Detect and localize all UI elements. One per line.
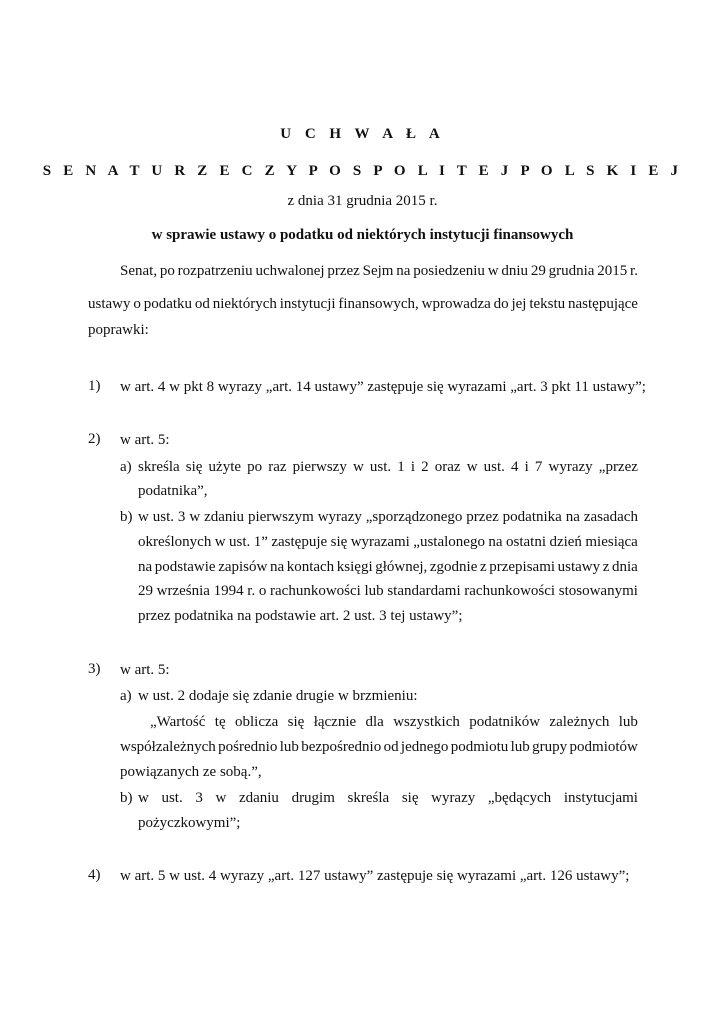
sub-point-label: b) [120,509,133,525]
resolution-title: U C H W A Ł A [280,126,445,142]
word: lub [279,739,299,755]
word: „będących [487,790,552,806]
word: określonych [138,534,212,550]
resolution-date: z dnia 31 grudnia 2015 r. [287,193,438,209]
word: drugim [291,790,335,806]
word: miesiąca [585,534,638,550]
word: po [247,459,263,475]
sub-point-label: a) [120,459,132,475]
word: podatnika [502,509,562,525]
word: przez [466,509,499,525]
word: dniu [501,263,529,279]
word: oraz [434,459,461,475]
word: łącznie [313,714,357,730]
word: kontach [286,559,335,575]
word: podatku [143,296,193,312]
word: podmiotów [569,739,638,755]
word: 7 [534,459,543,475]
word: 2015 [597,263,628,279]
sub-point-label: a) [120,688,132,704]
word: „ustalonego [413,534,485,550]
word: lub [510,739,530,755]
word: po [159,263,175,279]
word: uchwalonej [255,263,325,279]
word: użyte [208,459,242,475]
word: zgodnie [429,559,478,575]
word: w [214,534,226,550]
word: się [185,459,203,475]
sub-point-line [138,789,638,807]
word: o [133,296,141,312]
intro-line-3: poprawki: [88,322,149,338]
word: „sporządzonego [365,509,463,525]
word: zapisów [218,559,268,575]
word: rachunkowości [270,583,361,599]
quoted-text-line [150,713,638,731]
amendment-number: 4) [88,867,101,883]
word: Sejm [362,263,394,279]
word: się [401,790,419,806]
quoted-text-line: powiązanych ze sobą.”, [120,764,262,780]
word: z [479,559,487,575]
word: ust. [161,790,183,806]
word: rozpatrzeniu [177,263,253,279]
word: od [194,296,210,312]
word: na [396,263,411,279]
word: zdaniu [238,790,279,806]
word: dzień [549,534,582,550]
word: r. [247,583,256,599]
word: raz [268,459,287,475]
amendment-text: w art. 5: [120,662,170,678]
word: wyrazy [317,509,362,525]
word: ustawy [88,296,131,312]
word: i [524,459,529,475]
word: niektórych [212,296,277,312]
word: podstawie [154,559,216,575]
word: jej [511,296,527,312]
sub-point-line [138,508,638,526]
word: na [138,559,153,575]
word: posiedzeniu [413,263,485,279]
word: wyrazami [350,534,410,550]
word: na [269,559,285,575]
amendment-text: w art. 4 w pkt 8 wyrazy „art. 14 ustawy” zastępuje się wyrazami „art. 3 pkt 11 ustawy”; [120,379,646,395]
word: przepisami [489,559,556,575]
word: się [287,714,305,730]
resolution-subject: w sprawie ustawy o podatku od niektórych instytucji finansowych [151,227,574,243]
sub-point-line: przez podatnika na podstawie art. 2 ust. 3 tej ustawy”; [138,608,463,624]
word: dla [365,714,384,730]
word: rachunkowości [464,583,556,599]
word: oblicza [234,714,279,730]
word: wszystkich [393,714,460,730]
intro-line-2 [88,295,638,313]
word: ust. [483,459,505,475]
word: tę [214,714,226,730]
word: 1 [397,459,405,475]
sub-point-line [138,458,638,476]
word: 1” [253,534,268,550]
word: podmiotu [450,739,509,755]
word: przez [327,263,360,279]
word: pośrednio [218,739,278,755]
sub-point-label: b) [120,790,133,806]
word: finansowych, [338,296,419,312]
word: w [487,263,499,279]
word: bezpośrednio [301,739,382,755]
word: września [156,583,210,599]
word: do [493,296,509,312]
word: 4 [511,459,519,475]
amendment-text: w art. 5: [120,432,170,448]
word: na [565,509,580,525]
word: zależnych [549,714,610,730]
word: pierwszym [247,509,314,525]
word: ust. [152,509,175,525]
word: podatników [469,714,541,730]
word: stosowanymi [558,583,638,599]
word: lub [618,714,638,730]
word: współzależnych [120,739,216,755]
word: tekstu [529,296,566,312]
amendment-text: w art. 5 w ust. 4 wyrazy „art. 127 ustawy” zastępuje się wyrazami „art. 126 ustawy”; [120,868,630,884]
word: zastępuje [271,534,328,550]
word: o [258,583,267,599]
amendment-number: 2) [88,431,101,447]
word: 2 [421,459,429,475]
word: i [410,459,416,475]
word: w [138,790,149,806]
sub-point-line: pożyczkowymi”; [138,815,241,831]
word: księgi [336,559,373,575]
word: 29 [138,583,153,599]
word: standardami [387,583,461,599]
word: grudnia [548,263,595,279]
senate-heading: S E N A T U R Z E C Z Y P O S P O L I T E J P O L S K I E J [42,163,683,179]
word: grupy [532,739,568,755]
word: w [215,790,227,806]
word: zasadach [583,509,638,525]
word: pierwszy [292,459,347,475]
word: skreśla [347,790,390,806]
word: ustawy [557,559,601,575]
amendment-number: 1) [88,378,101,394]
word: w [138,509,149,525]
word: „przez [598,459,638,475]
word: instytucji [279,296,336,312]
word: zdaniu [204,509,245,525]
word: 29 [530,263,546,279]
word: 3 [177,509,186,525]
word: jednego [400,739,449,755]
word: z [602,559,610,575]
quoted-text-line [120,738,638,756]
word: instytucjami [563,790,638,806]
word: wyrazy [431,790,476,806]
word: głównej, [375,559,428,575]
word: od [383,739,399,755]
word: 1994 [213,583,244,599]
word: r. [630,263,638,279]
word: wyrazy [548,459,593,475]
word: ust. [229,534,251,550]
word: dnia [612,559,638,575]
sub-point-line: w ust. 2 dodaje się zdanie drugie w brzmieniu: [138,688,418,704]
word: w [352,459,364,475]
word: „Wartość [150,714,206,730]
amendment-number: 3) [88,661,101,677]
word: lub [364,583,384,599]
word: Senat, [120,263,158,279]
word: wprowadza [421,296,491,312]
word: w [466,459,478,475]
word: się [330,534,348,550]
word: skreśla [138,459,180,475]
word: ust. [369,459,392,475]
sub-point-line: podatnika”, [138,483,208,499]
word: 3 [195,790,203,806]
sub-point-line [138,582,638,600]
sub-point-line [138,533,638,551]
word: ostatni [506,534,546,550]
word: na [488,534,503,550]
intro-line-1 [120,262,638,280]
word: w [189,509,201,525]
sub-point-line [138,558,638,576]
word: następujące [568,296,638,312]
